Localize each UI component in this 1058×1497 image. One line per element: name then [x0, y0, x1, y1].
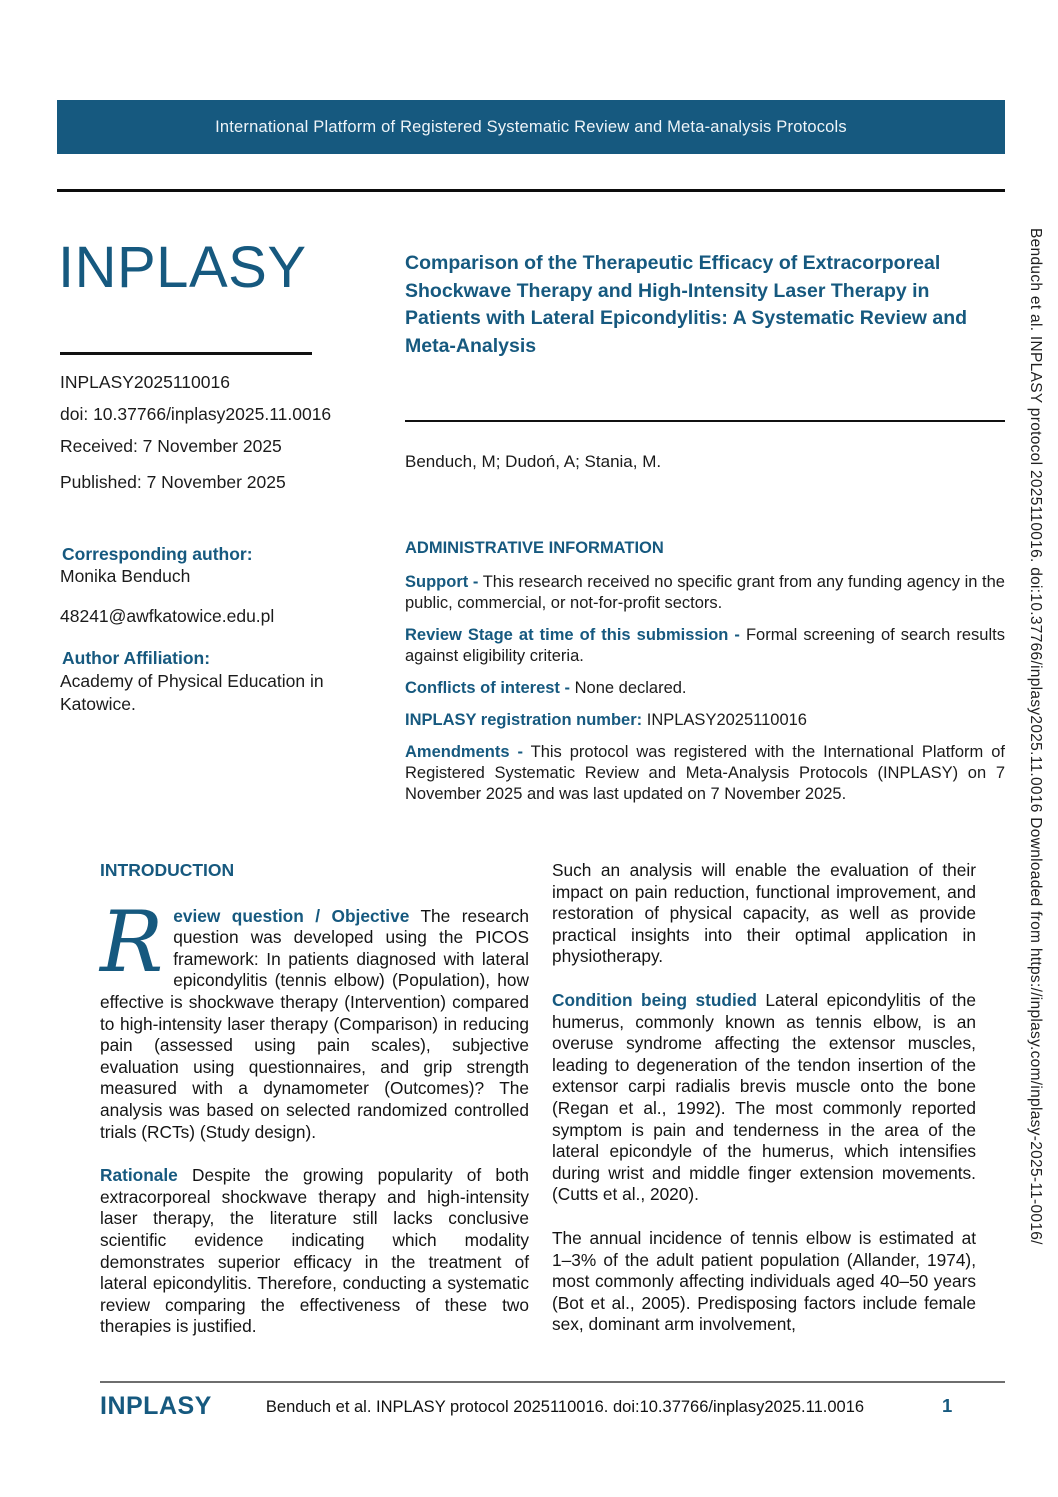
- footer-divider-line: [100, 1381, 1005, 1383]
- inplasy-logo: INPLASY: [58, 235, 307, 300]
- registration-paragraph: [405, 710, 1005, 731]
- amendments-text: This protocol was registered with the International Platform of Registered Systematic Review and Meta-Analysis Protocols (INPLASY) on 7 November 2025 and was last updated on 7 November 2025.: [405, 743, 1005, 803]
- conflicts-text: None declared.: [574, 679, 687, 697]
- logo-underline: [60, 352, 312, 355]
- body-column-right: [552, 860, 976, 1358]
- doi-line: doi: 10.37766/inplasy2025.11.0016: [60, 404, 332, 424]
- rationale-text: Despite the growing popularity of both extracorporeal shockwave therapy and high-intensity laser therapy, the literature still lacks conclusive scientific evidence indicating which modality demonstrates superior efficacy in the treatment of lateral epicondylitis. Therefore, conducting a systematic review comparing the effectiveness of these two therapies is justified.: [100, 1165, 529, 1337]
- condition-label: Condition being studied: [552, 989, 757, 1010]
- support-paragraph: [405, 572, 1005, 614]
- page-number: 1: [942, 1395, 953, 1416]
- introduction-heading: INTRODUCTION: [100, 860, 235, 880]
- analysis-paragraph: Such an analysis will enable the evaluation of their impact on pain reduction, functional improvement, and restoration of physical capacity, as well as provide practical insights into their optimal application in physiotherapy.: [552, 860, 976, 967]
- amendments-paragraph: [405, 742, 1005, 805]
- article-title: Comparison of the Therapeutic Efficacy of Extracorporeal Shockwave Therapy and High-Intensity Laser Therapy in Patients with Lateral Epicondylitis: A Systematic Review and Meta-Analysis: [405, 252, 968, 357]
- support-text: This research received no specific grant from any funding agency in the public, commercial, or not-for-profit sectors.: [405, 573, 1005, 612]
- incidence-paragraph: The annual incidence of tennis elbow is estimated at 1–3% of the adult patient population (Allander, 1974), most commonly affecting individuals aged 40–50 years (Bot et al., 2005). Predisposing factors include female sex, dominant arm involvement,: [552, 1227, 976, 1335]
- review-question-paragraph: [100, 892, 529, 1144]
- registration-number-label: INPLASY registration number:: [405, 711, 643, 729]
- platform-banner: [57, 100, 1005, 154]
- support-label: Support -: [405, 573, 479, 591]
- administrative-information-section: [405, 538, 1005, 816]
- review-stage-text: Formal screening of search results against eligibility criteria.: [405, 626, 1005, 665]
- article-authors: Benduch, M; Dudoń, A; Stania, M.: [405, 452, 662, 471]
- conflicts-label: Conflicts of interest -: [405, 679, 571, 697]
- body-column-left: [100, 860, 529, 1360]
- conflicts-paragraph: [405, 678, 1005, 699]
- review-question-label: eview question / Objective: [173, 905, 410, 926]
- review-question-text: The research question was developed using the PICOS framework: In patients diagnosed with lateral epicondylitis (tennis elbow) (Population), how effective is shockwave therapy (Intervention) compared to high-intensity laser therapy (Comparison) in reducing pain (assessed using pain scales), subjective evaluation using questionnaires, and grip strength measured with a dynamometer (Outcomes)? The analysis was based on selected randomized controlled trials (RCTs) (Study design).: [100, 905, 529, 1142]
- header-divider-line: [57, 189, 1005, 192]
- sidebar-vertical-citation: Benduch et al. INPLASY protocol 2025110016. doi:10.37766/inplasy2025.11.0016 Downloaded from https://inplasy.com/inplasy-2025-11-0016/: [1027, 228, 1044, 1245]
- received-date: Received: 7 November 2025: [60, 436, 282, 456]
- registration-number-value: INPLASY2025110016: [646, 711, 807, 729]
- condition-paragraph: [552, 990, 976, 1206]
- dropcap-letter: R: [100, 892, 164, 991]
- published-date: Published: 7 November 2025: [60, 472, 286, 492]
- title-divider-line: [405, 420, 1005, 422]
- administrative-information-heading: ADMINISTRATIVE INFORMATION: [405, 539, 664, 557]
- registration-id: INPLASY2025110016: [60, 372, 230, 392]
- corresponding-author-name: Monika Benduch: [60, 566, 191, 586]
- amendments-label: Amendments -: [405, 743, 523, 761]
- condition-text: Lateral epicondylitis of the humerus, commonly known as tennis elbow, is an overuse syndrome affecting the extensor muscles, leading to degeneration of the tendon insertion of the extensor carpi radialis brevis muscle onto the bone (Regan et al., 1992). The most commonly reported symptom is pain and tenderness in the area of the lateral epicondyle of the humerus, which intensifies during wrist and middle finger extension movements. (Cutts et al., 2020).: [552, 989, 976, 1205]
- review-stage-paragraph: [405, 625, 1005, 667]
- footer-citation: Benduch et al. INPLASY protocol 2025110016. doi:10.37766/inplasy2025.11.0016: [265, 1398, 865, 1416]
- corresponding-author-email: 48241@awfkatowice.edu.pl: [60, 606, 275, 626]
- author-affiliation-text: Academy of Physical Education in Katowice.: [60, 671, 324, 714]
- footer-inplasy-logo: INPLASY: [100, 1392, 212, 1420]
- author-affiliation-label: Author Affiliation:: [62, 648, 211, 668]
- rationale-label: Rationale: [100, 1165, 178, 1186]
- corresponding-author-label: Corresponding author:: [62, 544, 253, 564]
- rationale-paragraph: [100, 1165, 529, 1338]
- review-stage-label: Review Stage at time of this submission -: [405, 626, 740, 644]
- platform-banner-text: International Platform of Registered Systematic Review and Meta-analysis Protocols: [215, 117, 847, 136]
